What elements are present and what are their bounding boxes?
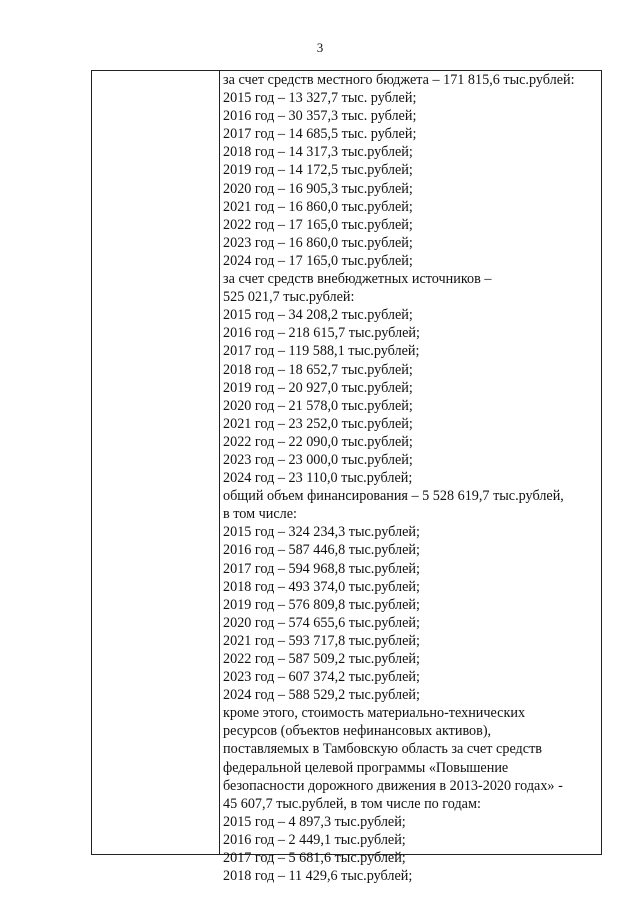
text-line: 2017 год – 5 681,6 тыс.рублей; (223, 850, 406, 867)
text-line: 2018 год – 18 652,7 тыс.рублей; (223, 361, 413, 378)
text-line: 2016 год – 30 357,3 тыс. рублей; (223, 108, 417, 125)
text-line: общий объем финансирования – 5 528 619,7 тыс.рублей, (223, 488, 564, 505)
text-line: 45 607,7 тыс.рублей, в том числе по годам: (223, 795, 481, 812)
text-line: 2022 год – 587 509,2 тыс.рублей; (223, 651, 420, 667)
text-line: федеральной целевой программы «Повышение (223, 759, 509, 776)
funding-text-column (223, 71, 601, 885)
text-line: 2020 год – 574 655,6 тыс.рублей; (223, 614, 420, 631)
text-line: 2021 год – 23 252,0 тыс.рублей; (223, 415, 413, 432)
text-line: 2018 год – 11 429,6 тыс.рублей; (223, 868, 413, 885)
text-line: 2018 год – 493 374,0 тыс.рублей; (223, 578, 420, 595)
text-line: 2015 год – 4 897,3 тыс.рублей; (223, 813, 406, 830)
text-line: 2019 год – 576 809,8 тыс.рублей; (223, 596, 420, 613)
text-line: 2017 год – 119 588,1 тыс.рублей; (223, 343, 420, 360)
text-line: ресурсов (объектов нефинансовых активов), (223, 723, 492, 740)
text-line: 2015 год – 324 234,3 тыс.рублей; (223, 524, 420, 541)
text-line: 2023 год – 23 000,0 тыс.рублей; (223, 451, 413, 468)
text-line: кроме этого, стоимость материально-технических (223, 705, 526, 722)
text-line: 2020 год – 16 905,3 тыс.рублей; (223, 180, 413, 197)
text-line: 525 021,7 тыс.рублей: (223, 289, 355, 306)
text-line: за счет средств внебюджетных источников – (223, 271, 492, 288)
text-line: 2023 год – 16 860,0 тыс.рублей; (223, 234, 413, 251)
page-number: 3 (316, 40, 324, 55)
text-line: 2021 год – 593 717,8 тыс.рублей; (223, 632, 420, 649)
text-line: 2019 год – 20 927,0 тыс.рублей; (223, 379, 413, 396)
text-line: 2018 год – 14 317,3 тыс.рублей; (223, 144, 413, 161)
text-line: поставляемых в Тамбовскую область за счет средств (223, 741, 542, 758)
text-line: 2024 год – 17 165,0 тыс.рублей; (223, 252, 413, 269)
column-divider (219, 71, 220, 854)
text-line: 2021 год – 16 860,0 тыс.рублей; (223, 198, 413, 215)
text-line: 2023 год – 607 374,2 тыс.рублей; (223, 669, 420, 686)
text-line: 2024 год – 23 110,0 тыс.рублей; (223, 470, 413, 487)
text-line: 2022 год – 22 090,0 тыс.рублей; (223, 433, 413, 450)
text-line: 2019 год – 14 172,5 тыс.рублей; (223, 162, 413, 179)
text-line: 2024 год – 588 529,2 тыс.рублей; (223, 687, 420, 704)
text-line: 2016 год – 587 446,8 тыс.рублей; (223, 542, 420, 559)
text-line: 2017 год – 594 968,8 тыс.рублей; (223, 560, 420, 577)
text-line: 2015 год – 13 327,7 тыс. рублей; (223, 90, 417, 107)
text-line: в том числе: (223, 506, 297, 523)
text-line: 2016 год – 218 615,7 тыс.рублей; (223, 325, 420, 342)
text-line: 2016 год – 2 449,1 тыс.рублей; (223, 831, 406, 848)
text-line: за счет средств местного бюджета – 171 815,6 тыс.рублей: (223, 72, 575, 88)
text-line: 2017 год – 14 685,5 тыс. рублей; (223, 126, 417, 143)
text-line: 2022 год – 17 165,0 тыс.рублей; (223, 216, 413, 233)
text-line: 2020 год – 21 578,0 тыс.рублей; (223, 397, 413, 414)
text-line: 2015 год – 34 208,2 тыс.рублей; (223, 307, 413, 324)
funding-table (91, 70, 602, 885)
text-line: безопасности дорожного движения в 2013-2020 годах» - (223, 777, 563, 794)
